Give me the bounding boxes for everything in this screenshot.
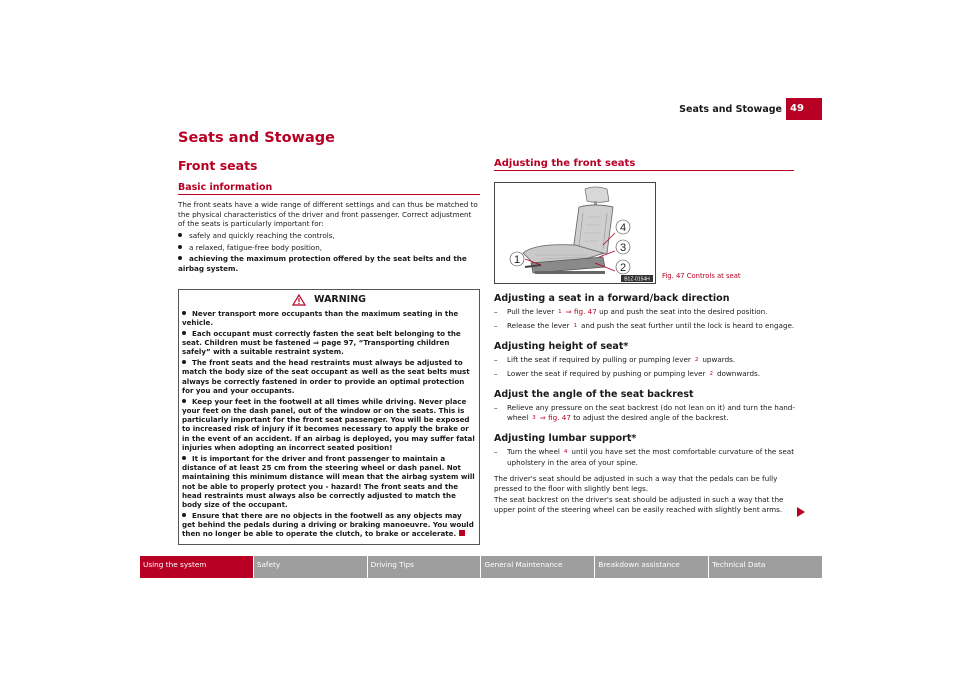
callout-number: 2 xyxy=(694,357,699,363)
step-item: – Relieve any pressure on the seat backrest (do not lean on it) and turn the hand-wheel 3 ⇒ fig. 47 to adjust the desired angle of the backrest. xyxy=(494,403,795,422)
figure-label-2: 2 xyxy=(619,262,627,274)
warning-header xyxy=(182,292,476,307)
running-header-title: Seats and Stowage xyxy=(679,104,782,115)
figure-link[interactable]: ⇒ fig. 47 xyxy=(565,307,597,316)
backrest-paragraph: The seat backrest on the driver's seat should be adjusted in such a way that the upper point of the steering wheel can be easily reached with slightly bent arms. xyxy=(494,495,784,514)
tab-driving-tips[interactable]: Driving Tips xyxy=(368,556,482,578)
right-column xyxy=(494,158,794,171)
callout-number: 1 xyxy=(558,309,562,315)
lumbar-heading: Adjusting lumbar support* xyxy=(494,433,637,444)
section-title-front-seats: Front seats xyxy=(178,158,258,173)
list-item: safely and quickly reaching the controls, xyxy=(178,231,480,241)
callout-number: 1 xyxy=(573,322,577,329)
chapter-title: Seats and Stowage xyxy=(178,130,335,146)
forward-back-heading: Adjusting a seat in a forward/back direction xyxy=(494,293,730,304)
warning-triangle-icon xyxy=(292,294,306,306)
tab-using-the-system[interactable]: Using the system xyxy=(140,556,254,578)
figure-link[interactable]: ⇒ fig. 47 xyxy=(539,412,571,422)
seat-illustration xyxy=(495,183,655,283)
bullet-icon xyxy=(182,331,186,335)
bullet-icon xyxy=(182,360,186,364)
warning-item: It is important for the driver and front passenger to maintain a distance of at least 25 cm from the steering wheel or dash panel. Not maintaining this minimum distance will mean that the airbag system will not be able to properly protect you - hazard! The front seats and the head restraints must always also be correctly adjusted to match the body size of the occupant. xyxy=(182,453,475,510)
subsection-title-basic-information: Basic information xyxy=(178,182,480,195)
list-item: a relaxed, fatigue-free body position, xyxy=(178,243,480,253)
closing-paragraphs xyxy=(494,474,796,514)
section-title-adjusting-front-seats: Adjusting the front seats xyxy=(494,158,794,171)
intro-paragraph: The front seats have a wide range of different settings and can thus be matched to the physical characteristics of the driver and front passenger. Correct adjustment of the seats is particularly important for: xyxy=(178,200,478,229)
step-item: – Turn the wheel 4 until you have set the most comfortable curvature of the seat upholstery in the area of your spine. xyxy=(494,447,795,467)
figure-code: B1Z-0154H xyxy=(624,276,650,283)
bullet-icon xyxy=(178,256,182,260)
bullet-icon xyxy=(182,513,186,517)
pedal-paragraph: The driver's seat should be adjusted in such a way that the pedals can be fully pressed to the floor with slightly bent legs. xyxy=(494,474,778,493)
figure-label-4: 4 xyxy=(619,222,627,234)
requirements-list xyxy=(178,231,480,274)
backrest-section xyxy=(494,389,796,426)
warning-item: Each occupant must correctly fasten the seat belt belonging to the seat. Children must be fastened ⇒ page 97, “Transporting children safely” with a suitable restraint system. xyxy=(182,328,461,357)
tab-general-maintenance[interactable]: General Maintenance xyxy=(481,556,595,578)
bullet-icon xyxy=(178,245,182,249)
height-heading: Adjusting height of seat* xyxy=(494,341,629,352)
bullet-icon xyxy=(178,233,182,237)
step-item: – Lift the seat if required by pulling or pumping lever 2 upwards. xyxy=(494,355,736,364)
tab-technical-data[interactable]: Technical Data xyxy=(712,560,766,569)
warning-list xyxy=(182,309,476,539)
warning-box xyxy=(178,289,480,545)
warning-item: Never transport more occupants than the maximum seating in the vehicle. xyxy=(182,309,459,328)
warning-item: The front seats and the head restraints must always be adjusted to match the body size of the seat occupant as well as the seat belts must always be correctly fastened in order to provide an optimal protection for you and your occupants. xyxy=(182,358,470,395)
list-item: achieving the maximum protection offered by the seat belts and the airbag system. xyxy=(178,254,467,273)
step-item: – Release the lever 1 and push the seat further until the lock is heard to engage. xyxy=(494,320,795,330)
end-of-section-icon xyxy=(459,530,465,536)
callout-number: 3 xyxy=(532,414,536,421)
bullet-icon xyxy=(182,399,186,403)
lumbar-section xyxy=(494,433,796,470)
figure-label-3: 3 xyxy=(619,242,627,254)
footer-nav xyxy=(140,556,822,578)
warning-item: Keep your feet in the footwell at all times while driving. Never place your feet on the dash panel, out of the window or on the seats. This is particularly important for the front seat passenger. You will be exposed to increased risk of injury if it becomes necessary to apply the brake or in the event of an accident. If an airbag is deployed, you may suffer fatal injuries when adopting an incorrect seated position! xyxy=(182,396,475,453)
warning-title: WARNING xyxy=(314,293,366,305)
callout-number: 4 xyxy=(563,449,568,455)
left-column xyxy=(178,158,480,276)
callout-number: 2 xyxy=(709,370,713,377)
tab-breakdown-assistance[interactable]: Breakdown assistance xyxy=(595,556,709,578)
seat-controls-figure xyxy=(494,182,656,284)
tab-safety[interactable]: Safety xyxy=(254,556,368,578)
step-item: – Lower the seat if required by pushing or pumping lever 2 downwards. xyxy=(494,368,761,378)
warning-item: Ensure that there are no objects in the footwell as any objects may get behind the pedals during a driving or braking manoeuvre. You would then no longer be able to operate the clutch, to brake or accelerate. xyxy=(182,510,474,539)
bullet-icon xyxy=(182,311,186,315)
backrest-heading: Adjust the angle of the seat backrest xyxy=(494,389,694,400)
step-item: – Pull the lever 1 ⇒ fig. 47 up and push the seat into the desired position. xyxy=(494,307,768,316)
figure-label-1: 1 xyxy=(513,254,521,266)
figure-caption: Fig. 47 Controls at seat xyxy=(662,272,741,280)
page-number: 49 xyxy=(786,98,822,120)
bullet-icon xyxy=(182,456,186,460)
height-section xyxy=(494,341,796,383)
forward-back-section xyxy=(494,293,796,335)
next-page-arrow-icon[interactable] xyxy=(797,507,805,517)
